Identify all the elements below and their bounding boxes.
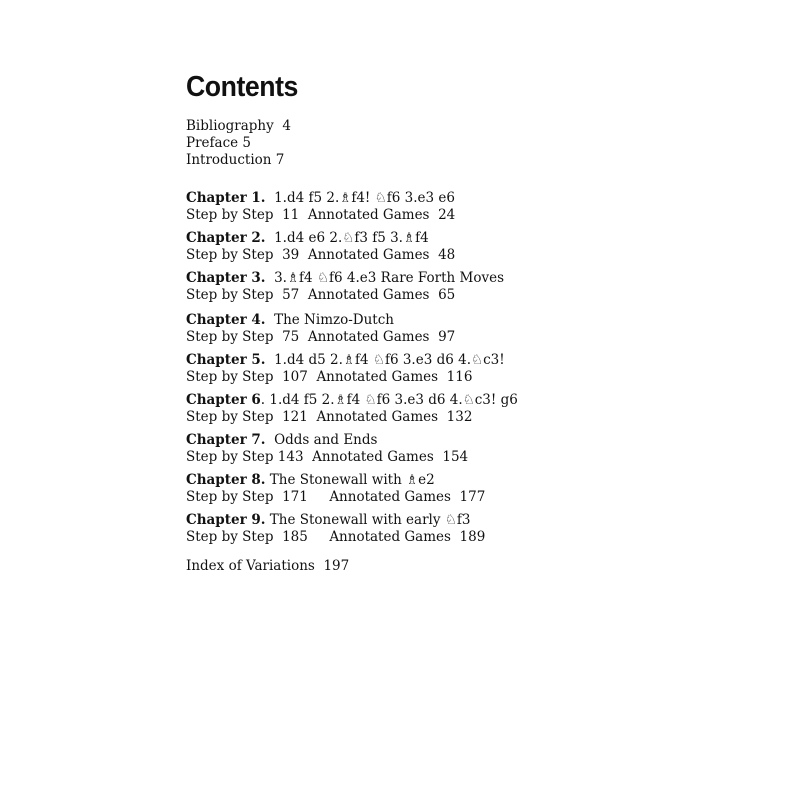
chapter-label: Chapter 2. bbox=[186, 230, 266, 246]
chapter-title: The Stonewall with early ♘f3 bbox=[269, 512, 471, 528]
chapter-label: Chapter 6 bbox=[186, 392, 261, 408]
chapter-title: 3.♗f4 ♘f6 4.e3 Rare Forth Moves bbox=[274, 270, 505, 286]
games-label: Annotated Games bbox=[307, 287, 430, 303]
chapter-list bbox=[186, 190, 746, 546]
chapter-label: Chapter 7. bbox=[186, 432, 266, 448]
games-label: Annotated Games bbox=[329, 489, 451, 505]
games-page: 24 bbox=[438, 207, 456, 223]
games-page: 48 bbox=[438, 247, 456, 263]
step-label: Step by Step bbox=[186, 247, 274, 263]
page-number: 197 bbox=[323, 558, 350, 574]
step-label: Step by Step bbox=[186, 409, 274, 425]
games-label: Annotated Games bbox=[329, 529, 451, 545]
step-label: Step by Step bbox=[186, 449, 274, 465]
front-matter-label: Bibliography bbox=[186, 118, 274, 134]
front-matter bbox=[186, 118, 746, 169]
step-page: 143 bbox=[277, 449, 304, 465]
games-label: Annotated Games bbox=[316, 409, 439, 425]
games-page: 97 bbox=[438, 329, 456, 345]
chapter-entry bbox=[186, 472, 746, 506]
step-label: Step by Step bbox=[186, 207, 274, 223]
step-page: 11 bbox=[282, 207, 300, 223]
front-matter-label: Introduction bbox=[186, 152, 272, 168]
step-label: Step by Step bbox=[186, 369, 274, 385]
page-title: Contents bbox=[186, 71, 298, 103]
chapter-label: Chapter 3. bbox=[186, 270, 266, 286]
step-page: 171 bbox=[282, 489, 308, 505]
step-label: Step by Step bbox=[186, 489, 274, 505]
step-page: 57 bbox=[282, 287, 300, 303]
chapter-title: . 1.d4 f5 2.♗f4 ♘f6 3.e3 d6 4.♘c3! g6 bbox=[260, 392, 518, 408]
games-label: Annotated Games bbox=[316, 369, 439, 385]
chapter-entry bbox=[186, 392, 746, 426]
games-page: 132 bbox=[446, 409, 473, 425]
front-matter-item bbox=[186, 135, 746, 152]
page-number: 7 bbox=[275, 152, 285, 168]
front-matter-item bbox=[186, 152, 746, 169]
games-label: Annotated Games bbox=[307, 329, 430, 345]
step-label: Step by Step bbox=[186, 287, 274, 303]
games-label: Annotated Games bbox=[307, 207, 430, 223]
step-page: 75 bbox=[282, 329, 300, 345]
chapter-entry bbox=[186, 432, 746, 466]
contents-page bbox=[186, 70, 746, 575]
chapter-entry bbox=[186, 352, 746, 386]
chapter-label: Chapter 1. bbox=[186, 190, 266, 206]
chapter-entry bbox=[186, 312, 746, 346]
games-label: Annotated Games bbox=[307, 247, 430, 263]
games-page: 189 bbox=[459, 529, 486, 545]
step-label: Step by Step bbox=[186, 529, 274, 545]
step-page: 185 bbox=[282, 529, 308, 545]
chapter-entry bbox=[186, 230, 746, 264]
step-page: 107 bbox=[282, 369, 308, 385]
games-label: Annotated Games bbox=[312, 449, 434, 465]
games-page: 177 bbox=[459, 489, 486, 505]
page-number: 5 bbox=[242, 135, 252, 151]
chapter-title: 1.d4 e6 2.♘f3 f5 3.♗f4 bbox=[274, 230, 429, 246]
chapter-entry bbox=[186, 270, 746, 304]
chapter-label: Chapter 5. bbox=[186, 352, 266, 368]
chapter-entry bbox=[186, 512, 746, 546]
step-label: Step by Step bbox=[186, 329, 274, 345]
chapter-label: Chapter 9. bbox=[186, 512, 266, 528]
page-number: 4 bbox=[282, 118, 291, 134]
front-matter-label: Preface bbox=[186, 135, 239, 151]
games-page: 65 bbox=[438, 287, 456, 303]
chapter-title: 1.d4 d5 2.♗f4 ♘f6 3.e3 d6 4.♘c3! bbox=[274, 352, 505, 368]
step-page: 39 bbox=[282, 247, 300, 263]
games-page: 116 bbox=[446, 369, 473, 385]
chapter-label: Chapter 4. bbox=[186, 312, 266, 328]
games-page: 154 bbox=[442, 449, 469, 465]
front-matter-item bbox=[186, 118, 746, 135]
chapter-title: 1.d4 f5 2.♗f4! ♘f6 3.e3 e6 bbox=[274, 190, 455, 206]
chapter-label: Chapter 8. bbox=[186, 472, 266, 488]
chapter-title: The Stonewall with ♗e2 bbox=[269, 472, 435, 488]
chapter-title: Odds and Ends bbox=[274, 432, 378, 448]
chapter-entry bbox=[186, 190, 746, 224]
index-entry bbox=[186, 558, 746, 575]
chapter-title: The Nimzo-Dutch bbox=[274, 312, 394, 328]
step-page: 121 bbox=[282, 409, 308, 425]
index-label: Index of Variations bbox=[186, 558, 315, 574]
